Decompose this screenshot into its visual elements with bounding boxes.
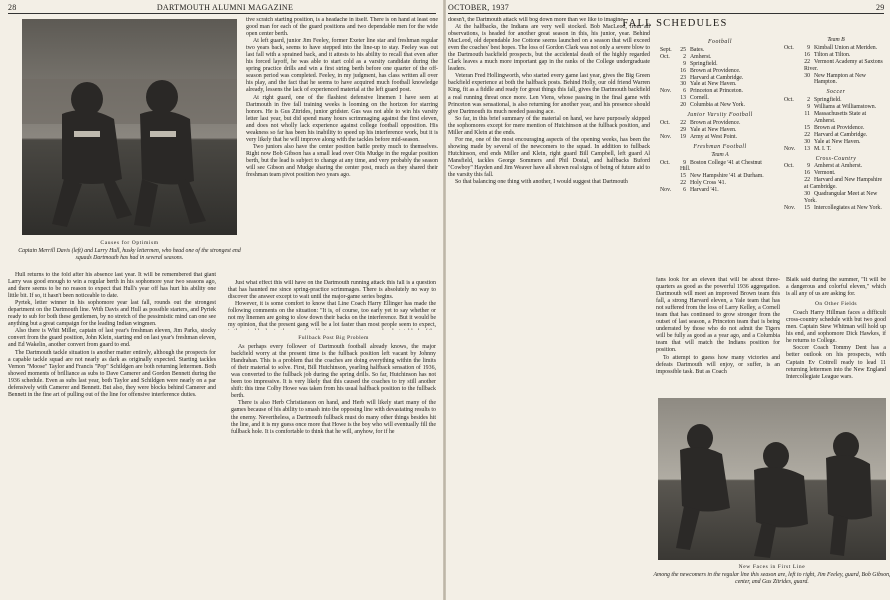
section-heading: Fullback Post Big Problem — [298, 335, 369, 341]
running-header: DARTMOUTH ALUMNI MAGAZINE — [156, 3, 294, 12]
schedule-day: 2 — [807, 97, 810, 104]
schedule-event: Quadrangular Meet at New — [814, 191, 878, 198]
running-header: OCTOBER, 1937 — [448, 3, 510, 12]
schedule-row — [660, 102, 780, 109]
schedule-row — [784, 45, 888, 52]
schedule-day: 15 — [680, 173, 686, 180]
schedule-month: Nov. — [784, 204, 796, 211]
cross-country-schedule — [784, 163, 888, 211]
schedule-day: 30 — [804, 72, 810, 79]
paragraph: Also there is Whit Miller, captain of last year's freshman eleven, Jim Parks, stocky convert from the guard position, John Klein, starting end on last year's freshman eleven, and Ed Wakelin, another convert from guard to end. — [8, 328, 216, 349]
photo-caption-heading: New Faces in First Line — [738, 564, 806, 570]
article-column-left — [448, 17, 650, 313]
page-number: 29 — [876, 3, 885, 12]
football-schedule — [660, 47, 780, 109]
schedule-row — [660, 81, 780, 88]
schedule-day: 13 — [804, 145, 810, 152]
schedule-month: Nov. — [660, 187, 672, 194]
schedule-event-continued: River. — [804, 65, 819, 72]
photo-caption: Captain Merrill Davis (left) and Larry Hull, husky lettermen, who head one of the strongest end squads Dartmouth has had in several seasons. — [18, 248, 241, 261]
schedule-row — [660, 127, 780, 134]
schedule-event: Harvard at Cambridge. — [690, 74, 744, 81]
schedule-column-right — [784, 36, 888, 212]
schedule-month — [784, 52, 798, 59]
schedule-row-continued — [784, 66, 888, 73]
photo-caption: Among the newcomers in the regular line this season are, left to right, Jim Feeley, guard, Bob Gibson, center, and Gus Zitrides, guard. — [653, 572, 890, 585]
schedule-day: 29 — [680, 126, 686, 133]
schedule-event: New Hampshire '41 at Durham. — [690, 173, 764, 180]
schedule-day: 22 — [804, 177, 810, 184]
schedule-event: Brown at Providence. — [690, 119, 741, 126]
paragraph: Hull returns to the fold after his absence last year. It will be remembered that giant Larry was good enough to win a regular berth in his sophomore year two seasons ago, and there seems to be no reason to expect that Hull's year off has hurt his ability one little bit. If so, it hasn't been noticeable to date. — [8, 272, 216, 300]
team-label: Team B — [827, 37, 845, 43]
schedule-event: Cornell. — [690, 95, 709, 102]
schedule-month: Oct. — [660, 119, 670, 126]
schedule-month: Nov. — [784, 145, 796, 152]
schedule-month — [660, 81, 674, 88]
schedule-month — [784, 73, 798, 87]
schedule-day: 6 — [683, 187, 686, 194]
schedule-day: 22 — [804, 58, 810, 65]
schedule-row — [660, 54, 780, 61]
schedule-event-continued: Hill. — [680, 166, 691, 173]
schedule-day: 11 — [804, 111, 810, 118]
schedule-month: Oct. — [784, 97, 794, 104]
schedule-event: M. I. T. — [814, 145, 832, 152]
schedule-day: 15 — [804, 204, 810, 211]
schedule-event: Vermont. — [814, 170, 836, 177]
schedule-row — [660, 160, 780, 167]
team-label: Team A — [711, 151, 729, 158]
fullback-section — [231, 332, 436, 594]
paragraph: Just what effect this will have on the Dartmouth running attack this fall is a question that has haunted me since spring-practice scrimmages. There is absolutely no way to discover the answer except to wait until the major-game series begins. — [228, 280, 436, 301]
schedule-day: 20 — [680, 102, 686, 109]
team-photo-optimism — [22, 19, 237, 235]
paragraph: Coach Harry Hillman faces a difficult cross-country schedule with but two good men. Captain Stew Whitman will hold up his end, and sophomore Dick Hawkes, if he returns to College. — [786, 310, 886, 345]
paragraph: Two juniors also have the center position battle pretty much to themselves. Right now Bob Gibson has a small lead over Otis Mudge in the regular position berth, but the lead is subject to change at any time, and very probably the season will see Gibson and Mudge sharing the center post, much as they shared their freshman team pivot position two years ago. — [246, 143, 438, 179]
schedule-month — [784, 59, 798, 66]
schedule-event: Holy Cross '41. — [690, 180, 726, 187]
schedule-row — [784, 177, 888, 184]
schedule-day: 9 — [683, 159, 686, 166]
schedule-event: Princeton at Princeton. — [690, 88, 743, 95]
paragraph: Veteran Fred Hollingworth, who started every game last year, gives the Big Green backfield experience at both the halfback posts. Behind Holly, our old friend Warren King, fit as a fiddle and ready for great things this fall, gives the Dartmouth backfield a real running threat once more. Len Viens, whose passing in the final game with Princeton was sensational, is also returning for another year, and his presence should give Dartmouth its much needed passing ace. — [448, 73, 650, 115]
schedule-row-continued — [784, 184, 888, 191]
schedule-row — [784, 205, 888, 212]
schedule-day: 15 — [804, 124, 810, 131]
schedule-event: Bates. — [690, 46, 705, 53]
paragraph: To attempt to guess how many victories and defeats Dartmouth will enjoy, or suffer, is an impossible task. But as Coach — [656, 354, 780, 375]
paragraph: Pyrtek, letter winner in his sophomore year last fall, rounds out the strongest department on the Dartmouth line. With Davis and Hull as possible starters, and Pyrtek ready to sub for both these gentlemen, by no stretch of the pessimistic mind can one see anything but a great campaign for the leading Indian wingmen. — [8, 300, 216, 328]
schedule-day: 22 — [680, 180, 686, 187]
schedule-row — [784, 111, 888, 125]
schedule-day: 2 — [683, 53, 686, 60]
schedule-day: 30 — [804, 191, 810, 198]
schedule-month — [660, 75, 674, 82]
schedule-event: Army at West Point. — [690, 133, 738, 140]
schedule-day: 13 — [680, 95, 686, 102]
schedule-heading-soccer: Soccer — [826, 89, 846, 96]
schedule-day: 25 — [680, 46, 686, 53]
schedule-month — [784, 111, 798, 125]
schedule-month: Sept. — [660, 46, 672, 53]
schedule-column-left — [660, 36, 780, 194]
paragraph: At right guard, one of the flashiest defensive linemen I have seen at Dartmouth in five fall training weeks is looming on the horizon for starring honors. He is Gus Zitrides, junior gridster. Gus was not able to win his varsity letter last year, but did spend many hours scrimmaging against the first eleven, and does not wholly lack experience against college football opposition. His weakness so far has been his inability to speed up his interference work, but it is very likely that he will improve along with the tackles before mid-season. — [246, 94, 438, 143]
schedule-event: Brown at Providence. — [814, 124, 865, 131]
paragraph: So far, in this brief summary of the material on hand, we have purposely skipped the sophomores except for mere mention of Hutchinson at the fullback position, and Miller and Klein at the ends. — [448, 115, 650, 136]
schedule-month: Nov. — [660, 88, 672, 95]
schedule-month — [660, 68, 674, 75]
soccer-schedule — [784, 97, 888, 152]
schedule-row — [784, 132, 888, 139]
schedule-event: Columbia at New York. — [690, 102, 745, 109]
schedule-row — [784, 125, 888, 132]
schedule-heading-cross-country: Cross-Country — [815, 155, 857, 162]
schedule-row — [660, 68, 780, 75]
paragraph: Soccer Coach Tommy Dent has a better outlook on his prospects, with Captain Ev Cottrell ready to lead 11 returning lettermen into the New England Intercollegiate League wars. — [786, 345, 886, 380]
schedule-row — [784, 73, 888, 87]
schedule-heading-football: Football — [708, 39, 732, 45]
schedule-month: Oct. — [784, 163, 794, 170]
schedule-event-continued: at Cambridge. — [804, 184, 837, 191]
schedule-day: 9 — [807, 163, 810, 170]
schedule-event: Yale at New Haven. — [690, 81, 737, 88]
team-photo-new-faces — [658, 398, 886, 560]
schedule-row — [784, 191, 888, 198]
schedule-month — [784, 139, 798, 146]
header-rule — [8, 13, 436, 14]
schedule-event: Springfield. — [814, 97, 842, 104]
fall-schedules-title: FALL SCHEDULES — [622, 18, 728, 29]
schedule-row — [784, 104, 888, 111]
schedule-row — [784, 97, 888, 104]
schedule-heading-jv-football: Junior Varsity Football — [687, 112, 753, 119]
paragraph: fans look for an eleven that will be about three-quarters as good as the powerful 1936 aggregation. Dartmouth will meet an improved Brown team this fall, a strong Harvard eleven, a Yale team that has not suffered from the loss of Larry Kelley, a Cornell team that has continued to grow stronger from the outset of last season, a Princeton team that is being underrated by those who do not admit the Tigers will be fully as good as a year ago, and a Columbia team that will match the Indians position for position. — [656, 277, 780, 354]
schedule-event: Harvard '41. — [690, 187, 719, 194]
schedule-month — [660, 102, 674, 109]
schedule-row — [660, 187, 780, 194]
schedule-event: Harvard and New Hampshire — [814, 177, 883, 184]
schedule-month: Oct. — [660, 159, 670, 166]
schedule-event: Vermont Academy at Saxtons — [814, 58, 883, 65]
schedule-event: New Hampton at New Hampton. — [814, 72, 866, 86]
schedule-day: 22 — [680, 119, 686, 126]
schedule-month — [784, 125, 798, 132]
schedule-month — [660, 95, 674, 102]
paragraph: Blaik said during the summer, "It will be a dangerous and colorful eleven," which is all any of us are asking for. — [786, 277, 886, 298]
schedule-row — [660, 180, 780, 187]
schedule-event: Yale at New Haven. — [690, 126, 737, 133]
schedule-day: 16 — [680, 67, 686, 74]
paragraph: There is also Herb Christianson on hand, and Herb will likely start many of the games because of his ability to smash into the opposing line with devastating results to the enemy. Nevertheless, a Dartmouth fullback must do many other things besides hit the line, and it is my guess once more that Howe is the boy who will eventually fill the fullback hole. It is comfortable to think that he will, anyhow, for if he — [231, 400, 436, 435]
paragraph: The Dartmouth tackle situation is another matter entirely, although the prospects for a capable tackle squad are not nearly as dark as originally expected. Starting tackles Vernon "Moose" Taylor and Francis "Pop" Schildgen are both returning lettermen. Both showed moments of brilliance as subs to Dave Camerer and Gordon Bennett during the 1936 schedule. Even as subs last year, both Taylor and Schildgen were nearly on a par defensively with Camerer and Bennett. But also, they were blocks behind Camerer and Bennett in the fine art of pulling out of the line for offensive interference duties. — [8, 349, 216, 398]
schedule-event: Williams at Williamstown. — [814, 104, 877, 111]
schedule-row-continued — [784, 198, 888, 205]
schedule-row — [784, 139, 888, 146]
schedule-month: Oct. — [660, 53, 670, 60]
paragraph: doesn't, the Dartmouth attack will bog down more than we like to imagine. — [448, 17, 625, 23]
schedule-row — [784, 146, 888, 153]
schedule-row — [660, 134, 780, 141]
schedule-day: 23 — [680, 74, 686, 81]
schedule-row — [784, 59, 888, 66]
schedule-row — [660, 120, 780, 127]
schedule-row — [660, 61, 780, 68]
schedule-heading-freshman-football: Freshman Football — [693, 143, 747, 150]
schedule-day: 9 — [683, 60, 686, 67]
schedule-month — [660, 180, 674, 187]
article-column-left — [8, 272, 216, 594]
schedule-event: Amherst. — [690, 53, 712, 60]
schedule-day: 9 — [807, 44, 810, 51]
paragraph: tive scratch starting position, is a headache in itself. There is on hand at least one good man for each of the guard positions and two dependable men for the wide open center berth. — [246, 17, 438, 38]
schedule-row — [660, 95, 780, 102]
schedule-row — [660, 47, 780, 54]
article-column-right — [228, 280, 436, 330]
schedule-day: 19 — [680, 133, 686, 140]
schedule-row — [660, 75, 780, 82]
schedule-event: Massachusetts State at Amherst. — [814, 111, 867, 124]
schedule-event: Boston College '41 at Chestnut — [690, 159, 762, 166]
schedule-day: 16 — [804, 170, 810, 177]
paragraph: As perhaps every follower of Dartmouth football already knows, the major backfield worry at the present time is the fullback position left vacant by Johnny Handrahan. This is a problem that the coaches are doing everything within the limits of their material to solve. First, Bill Hutchinson, yearling halfback sensation of 1936, was converted to the fullback job during the spring drills. So far, Hutchinson has not been too impressive. It is very likely that this caused the coaches to try still another shift: this time Colby Howe was taken from his usual halfback position to the fullback berth. — [231, 344, 436, 400]
paragraph: However, it is some comfort to know that Line Coach Harry Ellinger has made the following comments on the situation: "It is, of course, too early yet to say whether or not my linemen are going to slow down their backs on the interference. But it would be my opinion, that the present gang will be a lot faster than most people seem to expect, — [228, 301, 436, 329]
schedule-day: 6 — [683, 88, 686, 95]
schedule-month — [784, 170, 798, 177]
schedule-month — [784, 177, 798, 184]
jv-football-schedule — [660, 120, 780, 141]
schedule-row — [784, 52, 888, 59]
article-column-right — [786, 277, 886, 380]
article-column-middle — [656, 277, 780, 380]
schedule-event: Intercollegiates at New York. — [814, 204, 882, 211]
schedule-day: 30 — [804, 138, 810, 145]
schedule-month: Nov. — [660, 133, 672, 140]
schedule-day: 30 — [680, 81, 686, 88]
section-heading: On Other Fields — [814, 301, 858, 308]
header-rule — [448, 13, 884, 14]
photo-caption-heading: Causes for Optimism — [100, 240, 159, 246]
schedule-event: Harvard at Cambridge. — [814, 131, 868, 138]
schedule-event: Springfield. — [690, 60, 718, 67]
schedule-event: Amherst at Amherst. — [814, 163, 863, 170]
schedule-day: 9 — [807, 104, 810, 111]
schedule-month — [784, 132, 798, 139]
team-b-schedule — [784, 45, 888, 86]
paragraph: So that balancing one thing with another, I would suggest that Dartmouth — [455, 179, 628, 186]
paragraph: At left guard, junior Jim Feeley, former Exeter line star and freshman regular two years back, seems to have stepped into the line-up to stay. Feeley was out last fall with a sprained back, and it attests to his ability to recall that even after his forced layoff, he was able to start cold as a varsity candidate during the spring practice drills and win a first string berth before one quarter of the off-season period was completed. Feeley, in my judgment, has class written all over his play, and the fact that he seems to have acquired much football knowledge already, lessens the lack of experienced material at the left guard post. — [246, 38, 438, 94]
schedule-day: 22 — [804, 131, 810, 138]
schedule-event: Brown at Providence. — [690, 67, 741, 74]
schedule-month — [660, 61, 674, 68]
schedule-month: Oct. — [784, 44, 794, 51]
schedule-event: Tilton at Tilton. — [814, 51, 851, 58]
schedule-event: Yale at New Haven. — [814, 138, 861, 145]
schedule-row-continued — [660, 166, 780, 173]
schedule-row — [784, 163, 888, 170]
paragraph: For me, one of the most encouraging aspects of the opening weeks, has been the showing made by several of the newcomers to the squad. In addition to fullback Hutchinson, end ends Miller and Klein, right guard Bill Campbell, left guard Al Mansfield, tackles George Sommers and Phil Dostal, and halfbacks Buford "Cowboy" Hayden and Jim Weaver have all shown real signs of being of future aid to the varsity this fall. — [448, 136, 650, 179]
paragraph: At the halfbacks, the Indians are very well stocked. Bob MacLeod, from all observations, is headed for another great season in this, his junior, year. Behind MacLeod, old dependable Joe Cottone seems launched on a season that will exceed even the coaches' best hopes. The loss of Gordon Clark was not only a severe blow to the Dartmouth backfield prospects, but the accidental death of the highly regarded Clark leaves a much more important gap in the ranks of the College undergraduate leaders. — [448, 24, 650, 73]
schedule-day: 16 — [804, 51, 810, 58]
schedule-month — [660, 127, 674, 134]
schedule-month — [784, 191, 798, 198]
schedule-event-continued: York. — [804, 197, 817, 204]
freshman-schedule — [660, 160, 780, 195]
page-number: 28 — [8, 3, 17, 12]
schedule-row — [784, 170, 888, 177]
schedule-month — [784, 104, 798, 111]
schedule-row — [660, 173, 780, 180]
schedule-row — [660, 88, 780, 95]
article-column-top — [246, 17, 438, 272]
schedule-month — [660, 173, 674, 180]
schedule-event: Kimball Union at Meriden. — [814, 44, 878, 51]
